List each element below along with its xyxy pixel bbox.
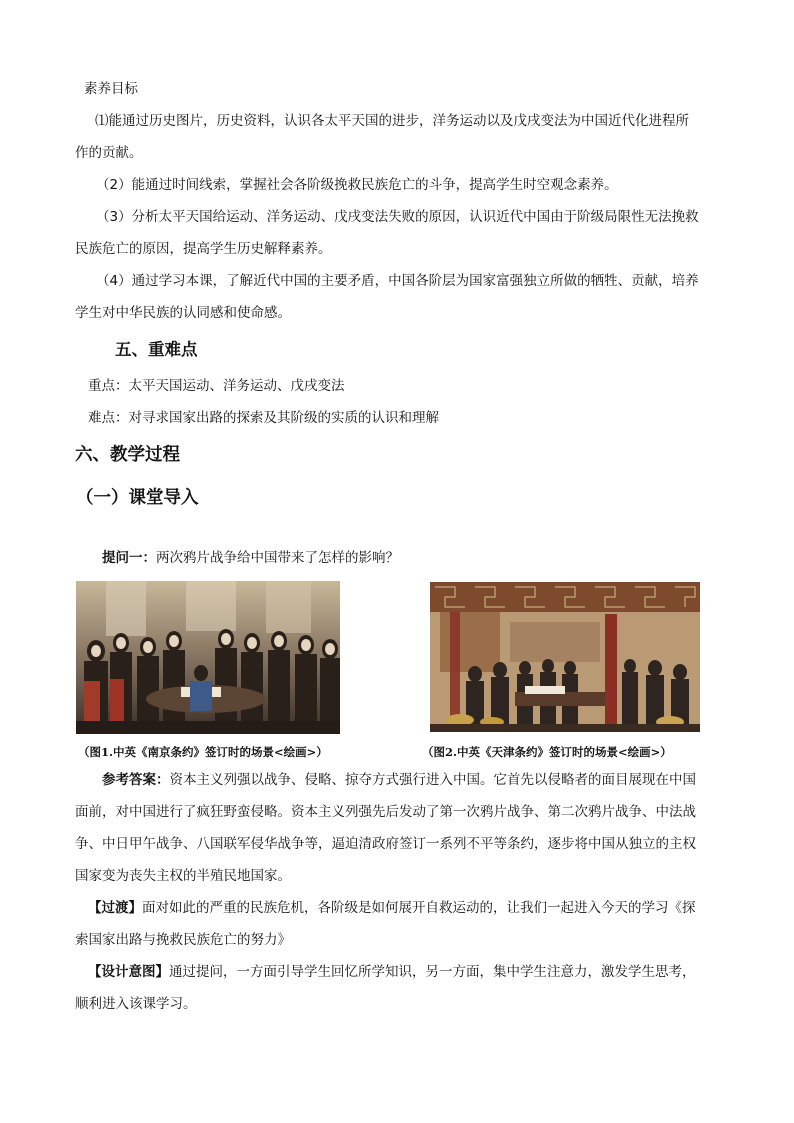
design-text-1: 通过提问，一方面引导学生回忆所学知识，另一方面，集中学生注意力，激发学生思考， xyxy=(169,964,696,980)
question-1 xyxy=(102,548,757,568)
difficult-points: 难点：对寻求国家出路的探索及其阶级的实质的认识和理解 xyxy=(88,410,439,426)
key-points: 重点：太平天国运动、洋务运动、戊戌变法 xyxy=(88,378,345,394)
answer-text-1: 资本主义列强以战争、侵略、掠夺方式强行进入中国。它首先以侵略者的面目展现在中国 xyxy=(169,772,696,788)
figure-1-painting xyxy=(76,581,340,734)
goal-3-line-1: （3）分析太平天国给运动、洋务运动、戊戌变法失败的原因，认识近代中国由于阶级局限性无法挽救 xyxy=(96,209,699,225)
question-label: 提问一： xyxy=(102,550,156,566)
answer-line-4: 国家变为丧失主权的半殖民地国家。 xyxy=(75,868,291,884)
transition-line-1 xyxy=(88,898,743,918)
answer-line-3: 争、中日甲午战争、八国联军侵华战争等，逼迫清政府签订一系列不平等条约，逐步将中国从独立的主权 xyxy=(75,836,696,852)
transition-label: 【过渡】 xyxy=(88,900,142,916)
goal-3-line-2: 民族危亡的原因，提高学生历史解释素养。 xyxy=(75,241,332,257)
transition-line-2: 索国家出路与挽救民族危亡的努力》 xyxy=(75,932,291,948)
question-text: 两次鸦片战争给中国带来了怎样的影响？ xyxy=(156,550,399,566)
answer-line-1 xyxy=(102,770,757,790)
design-label: 【设计意图】 xyxy=(88,964,169,980)
goal-4-line-1: （4）通过学习本课，了解近代中国的主要矛盾，中国各阶层为国家富强独立所做的牺牲、贡献，培养 xyxy=(96,273,699,289)
answer-label: 参考答案： xyxy=(102,772,170,788)
goal-2: （2）能通过时间线索，掌握社会各阶级挽救民族危亡的斗争，提高学生时空观念素养。 xyxy=(96,177,618,193)
transition-text-1: 面对如此的严重的民族危机，各阶级是如何展开自救运动的，让我们一起进入今天的学习《探 xyxy=(142,900,696,916)
section-6-heading: 六、教学过程 xyxy=(75,445,180,465)
answer-line-2: 面前，对中国进行了疯狂野蛮侵略。资本主义列强先后发动了第一次鸦片战争、第二次鸦片战争、中法战 xyxy=(75,804,696,820)
figure-2-caption: （图2.中英《天津条约》签订时的场景<绘画>） xyxy=(422,745,672,759)
section-5-heading: 五、重难点 xyxy=(115,340,198,359)
design-line-2: 顺利进入该课学习。 xyxy=(75,996,197,1012)
goal-1-line-2: 作的贡献。 xyxy=(75,145,143,161)
goal-4-line-2: 学生对中华民族的认同感和使命感。 xyxy=(75,305,291,321)
figure-2-painting xyxy=(430,582,700,732)
section-6-sub-heading: （一）课堂导入 xyxy=(76,488,199,508)
goals-title: 素养目标 xyxy=(84,81,138,97)
figure-1-caption: （图1.中英《南京条约》签订时的场景<绘画>） xyxy=(78,745,328,759)
design-line-1 xyxy=(88,962,743,982)
goal-1-line-1: ⑴能通过历史图片，历史资料，认识各太平天国的进步，洋务运动以及戊戌变法为中国近代化进程所 xyxy=(95,113,689,129)
